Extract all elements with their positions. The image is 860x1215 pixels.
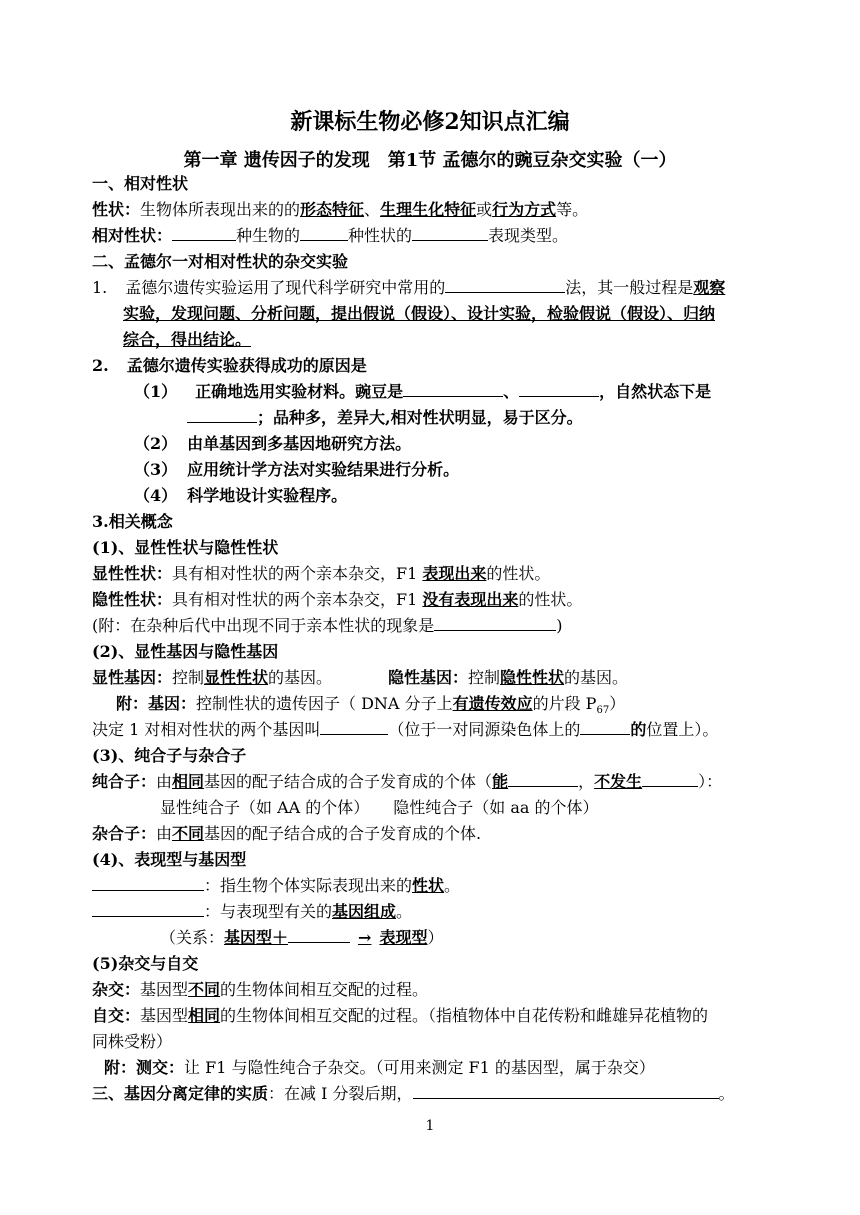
fill-blank[interactable] xyxy=(434,614,556,631)
heterozygote-definition: 杂合子：由不同基因的配子结合成的合子发育成的个体. xyxy=(92,824,482,843)
homozygote-definition: 纯合子：由相同基因的配子结合成的合子发育成的个体（能 ，不发生 ）： xyxy=(92,772,723,791)
point-1-line-3: 综合，得出结论。 xyxy=(123,330,252,349)
fill-blank[interactable] xyxy=(445,276,565,293)
fill-blank[interactable] xyxy=(412,224,488,241)
allele-definition: 决定 1 对相对性状的两个基因叫 （位于一对同源染色体上的 的位置上）。 xyxy=(92,720,719,739)
concept-4-heading: (4)、表现型与基因型 xyxy=(92,850,247,869)
fill-blank[interactable] xyxy=(320,718,388,735)
point-1-line-1: 1. 孟德尔遗传实验运用了现代科学研究中常用的 法，其一般过程是观察 xyxy=(92,278,726,297)
reason-1-line-2: ；品种多，差异大,相对性状明显，易于区分。 xyxy=(187,406,583,430)
point-2-heading: 2. 孟德尔遗传实验获得成功的原因是 xyxy=(92,356,367,375)
self-cross-continuation: 同株受粉） xyxy=(92,1032,173,1051)
fill-blank[interactable] xyxy=(92,900,204,917)
relative-trait-definition: 相对性状： 种生物的 种性状的 表现类型。 xyxy=(92,226,569,245)
point-3-heading: 3.相关概念 xyxy=(92,512,173,531)
trait-definition: 性状：生物体所表现出来的的形态特征、生理生化特征或行为方式等。 xyxy=(92,200,589,219)
self-cross-definition: 自交：基因型相同的生物体间相互交配的过程。（指植物体中自花传粉和雌雄异花植物的 xyxy=(92,1006,709,1025)
reason-4: （4） 科学地设计实验程序。 xyxy=(134,486,348,505)
relationship-formula: （关系：基因型＋ → 表现型） xyxy=(160,928,444,947)
section-heading-1: 一、相对性状 xyxy=(92,174,189,193)
concept-5-heading: (5)杂交与自交 xyxy=(92,954,199,973)
test-cross-definition: 附：测交：让 F1 与隐性纯合子杂交。（可用来测定 F1 的基因型，属于杂交） xyxy=(104,1058,655,1077)
dominant-gene-definition: 显性基因：控制显性性状的基因。 xyxy=(92,668,333,687)
gene-definition: 附：基因：控制性状的遗传因子（ DNA 分子上有遗传效应的片段 $P_{67}$） xyxy=(116,694,626,717)
concept-2-heading: (2)、显性基因与隐性基因 xyxy=(92,642,279,661)
reason-2: （2） 由单基因到多基因地研究方法。 xyxy=(134,434,412,453)
chapter-subtitle: 第一章 遗传因子的发现 第1节 孟德尔的豌豆杂交实验（一） xyxy=(183,150,677,171)
fill-blank[interactable] xyxy=(519,380,599,397)
fill-blank[interactable] xyxy=(642,770,698,787)
page-number: 1 xyxy=(425,1118,435,1134)
point-1-line-2: 实验，发现问题、分析问题，提出假说（假设）、设计实验，检验假说（假设）、归纳 xyxy=(123,304,716,323)
fill-blank[interactable] xyxy=(92,874,204,891)
dominant-trait-definition: 显性性状：具有相对性状的两个亲本杂交，F1 表现出来的性状。 xyxy=(92,564,551,583)
fill-blank[interactable] xyxy=(187,406,257,423)
segregation-note: (附：在杂种后代中出现不同于亲本性状的现象是 ) xyxy=(92,616,563,635)
fill-blank[interactable] xyxy=(403,380,503,397)
concept-3-heading: (3)、纯合子与杂合子 xyxy=(92,746,247,765)
genotype-definition: ：与表现型有关的基因组成。 xyxy=(92,900,412,924)
fill-blank[interactable] xyxy=(300,224,348,241)
reason-1-line-1: （1） 正确地选用实验材料。豌豆是 、 ，自然状态下是 xyxy=(134,382,712,401)
fill-blank[interactable] xyxy=(288,926,350,943)
phenotype-definition: ：指生物个体实际表现出来的性状。 xyxy=(92,874,460,898)
recessive-trait-definition: 隐性性状：具有相对性状的两个亲本杂交，F1 没有表现出来的性状。 xyxy=(92,590,583,609)
recessive-gene-definition: 隐性基因：控制隐性性状的基因。 xyxy=(388,668,629,687)
reason-3: （3） 应用统计学方法对实验结果进行分析。 xyxy=(134,460,460,479)
section-heading-2: 二、孟德尔一对相对性状的杂交实验 xyxy=(92,252,349,271)
segregation-law-essence: 三、基因分离定律的实质：在减 I 分裂后期， 。 xyxy=(92,1084,735,1103)
concept-1-heading: (1)、显性性状与隐性性状 xyxy=(92,538,279,557)
homozygote-examples: 显性纯合子（如 AA 的个体） 隐性纯合子（如 aa 的个体） xyxy=(160,798,599,817)
fill-blank[interactable] xyxy=(172,224,236,241)
fill-blank[interactable] xyxy=(413,1082,719,1099)
cross-definition: 杂交：基因型不同的生物体间相互交配的过程。 xyxy=(92,980,429,999)
document-title: 新课标生物必修2知识点汇编 xyxy=(290,109,570,135)
fill-blank[interactable] xyxy=(508,770,578,787)
fill-blank[interactable] xyxy=(580,718,630,735)
